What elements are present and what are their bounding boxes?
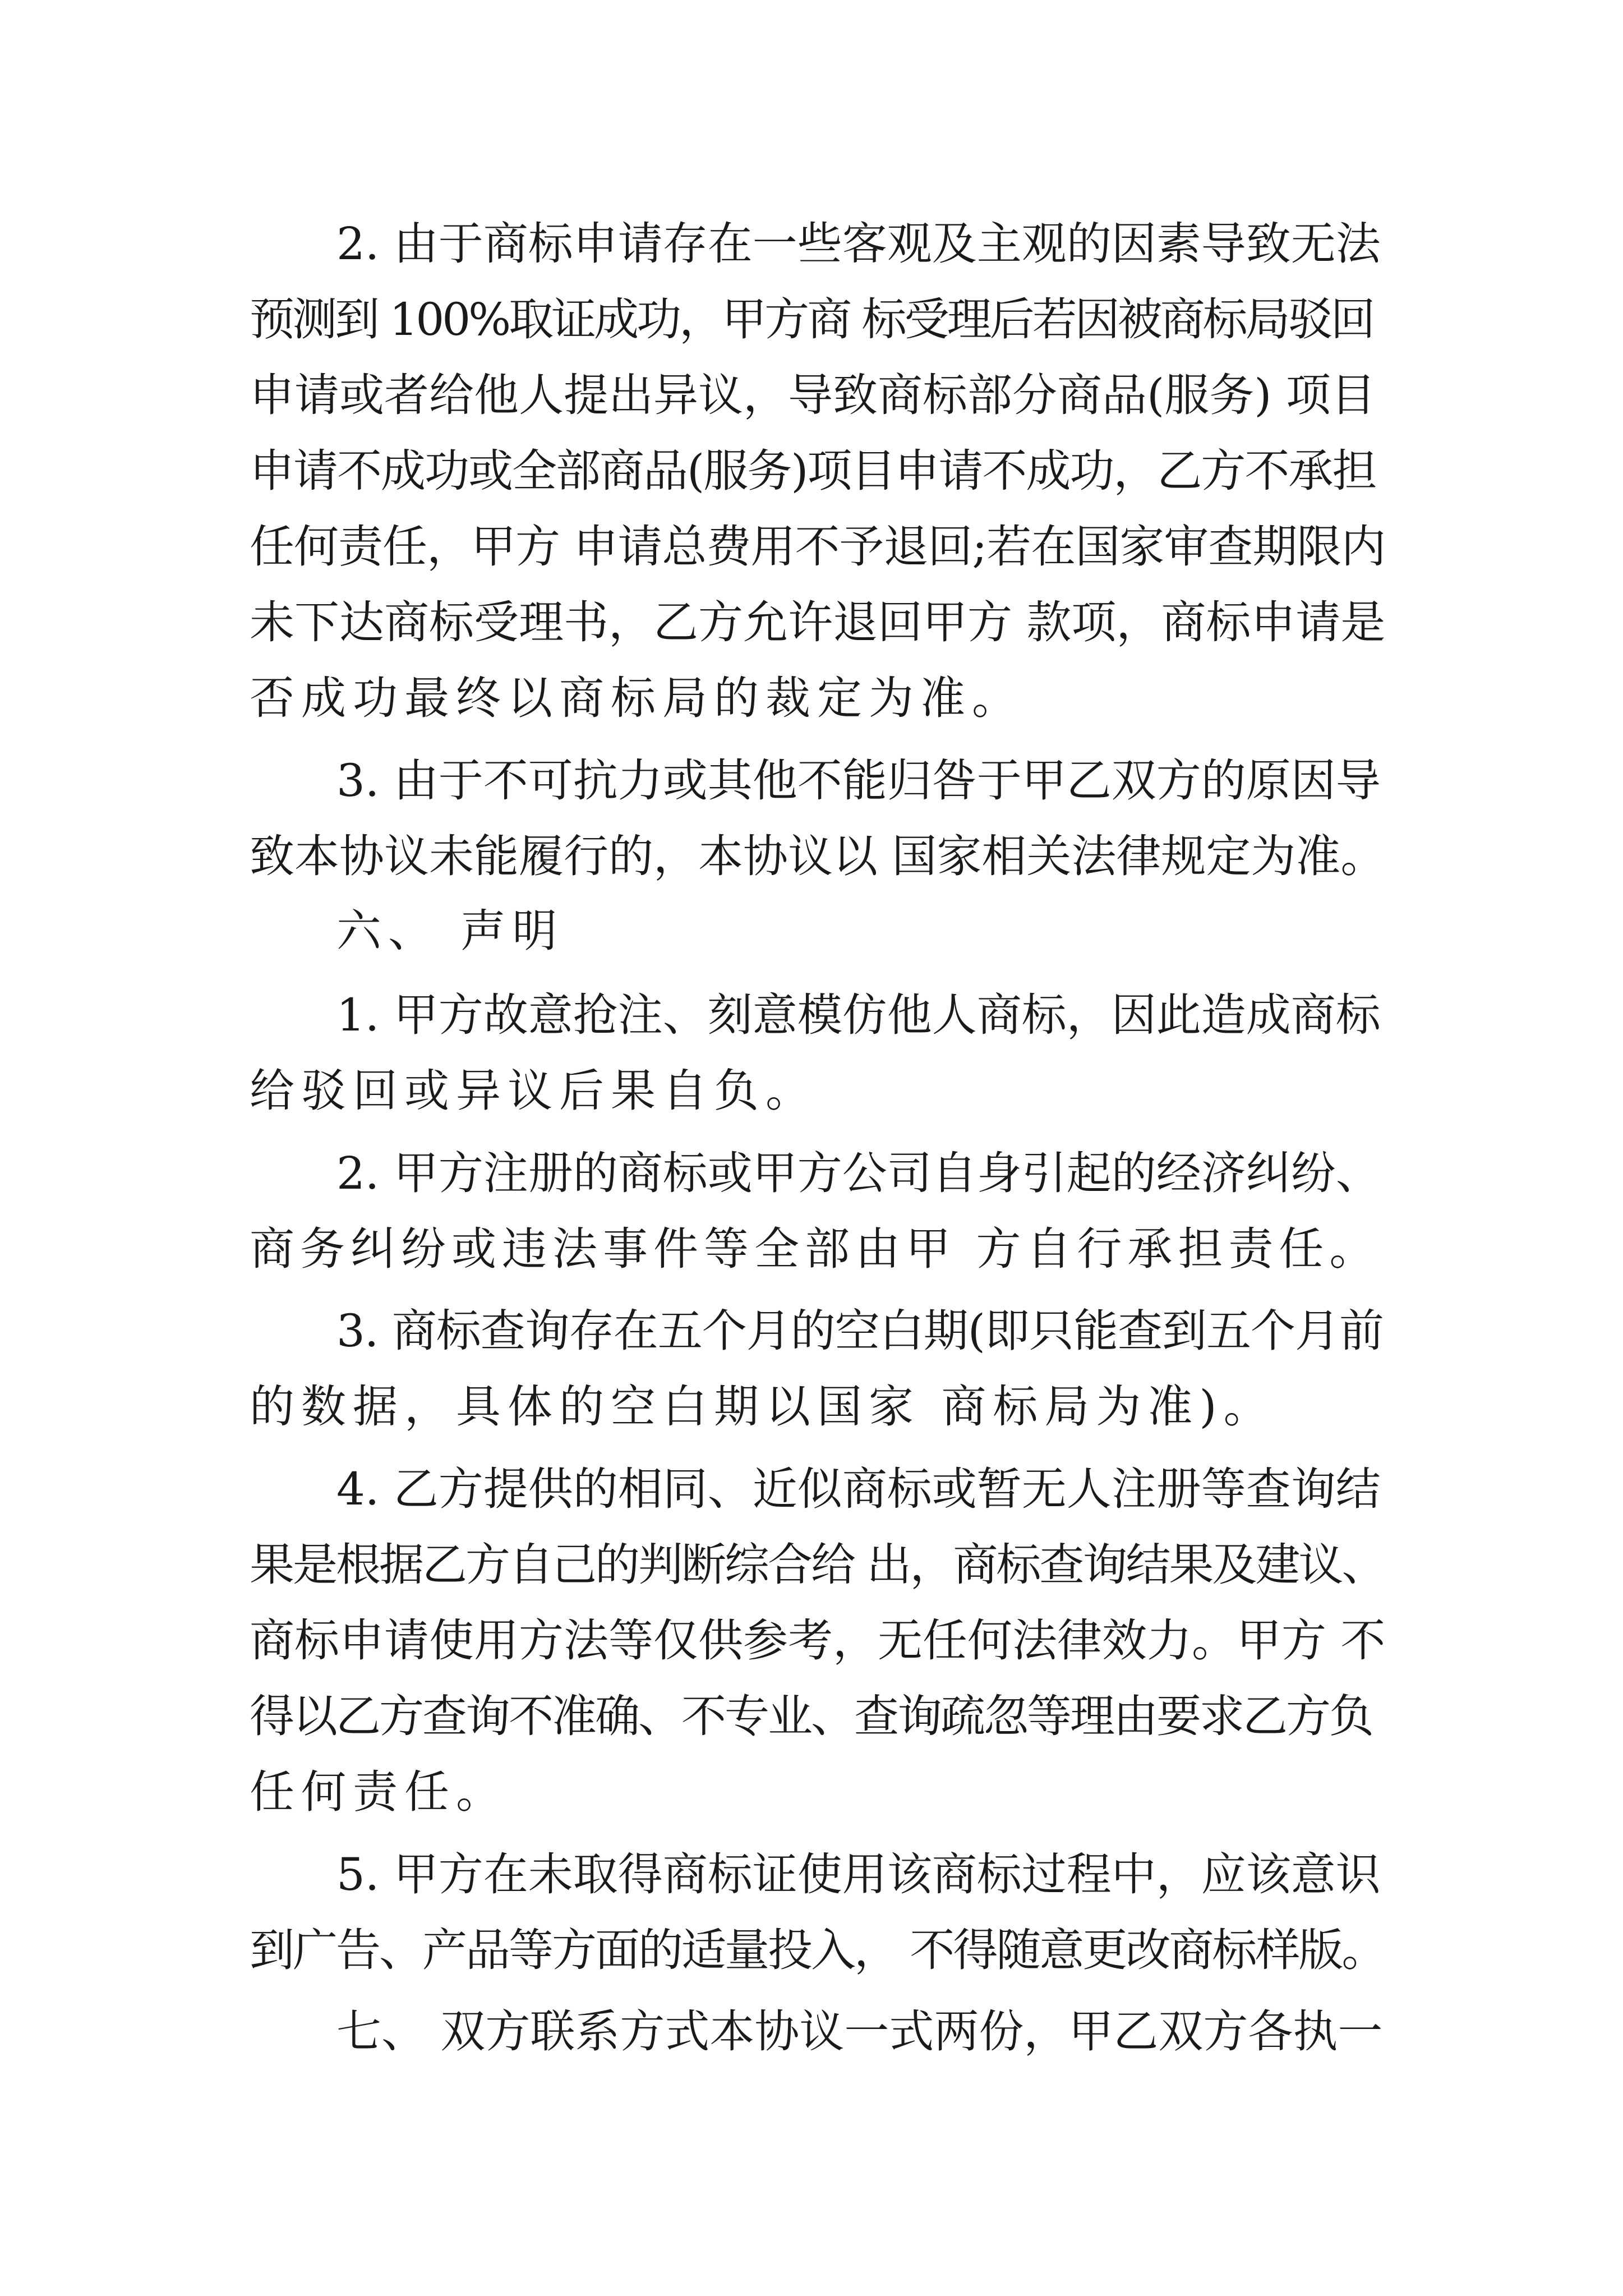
text-line: 得以乙方查询不准确、不专业、查询疏忽等理由要求乙方负 <box>250 1690 1372 1742</box>
text-line: 申请不成功或全部商品(服务)项目申请不成功，乙方不承担 <box>250 445 1376 497</box>
text-line: 否成功最终以商标局的裁定为准。 <box>250 672 1023 724</box>
text-line: 预测到 100%取证成功，甲方商 标受理后若因被商标局驳回 <box>250 293 1373 346</box>
section-heading: 六、 声明 <box>336 905 564 957</box>
text-line: 2. 由于商标申请存在一些客观及主观的因素导致无法 <box>336 218 1381 270</box>
text-line: 商标申请使用方法等仅供参考，无任何法律效力。甲方 不 <box>250 1614 1386 1667</box>
text-line: 1. 甲方故意抢注、刻意模仿他人商标，因此造成商标 <box>336 989 1381 1041</box>
text-line: 2. 甲方注册的商标或甲方公司自身引起的经济纠纷、 <box>336 1147 1381 1199</box>
section-heading: 七、 双方联系方式本协议一式两份，甲乙双方各执一 <box>336 2005 1383 2058</box>
text-line: 果是根据乙方自己的判断综合给 出，商标查询结果及建议、 <box>250 1539 1385 1591</box>
text-line: 商务纠纷或违法事件等全部由甲 方自行承担责任。 <box>250 1223 1380 1275</box>
text-line: 的数据，具体的空白期以国家 商标局为准)。 <box>250 1381 1275 1433</box>
text-line: 4. 乙方提供的相同、近似商标或暂无人注册等查询结 <box>336 1463 1381 1515</box>
text-line: 3. 商标查询存在五个月的空白期(即只能查到五个月前 <box>336 1305 1384 1357</box>
text-line: 致本协议未能履行的，本协议以 国家相关法律规定为准。 <box>250 830 1386 882</box>
text-line: 5. 甲方在未取得商标证使用该商标过程中，应该意识 <box>336 1848 1381 1901</box>
text-line: 到广告、产品等方面的适量投入， 不得随意更改商标样版。 <box>250 1924 1385 1976</box>
text-line: 给驳回或异议后果自负。 <box>250 1065 817 1117</box>
text-line: 未下达商标受理书，乙方允许退回甲方 款项，商标申请是 <box>250 596 1386 648</box>
text-line: 申请或者给他人提出异议，导致商标部分商品(服务) 项目 <box>250 369 1376 421</box>
text-line: 3. 由于不可抗力或其他不能归咎于甲乙双方的原因导 <box>336 754 1381 807</box>
text-line: 任何责任，甲方 申请总费用不予退回;若在国家审查期限内 <box>250 521 1386 573</box>
text-line: 任何责任。 <box>250 1766 508 1818</box>
